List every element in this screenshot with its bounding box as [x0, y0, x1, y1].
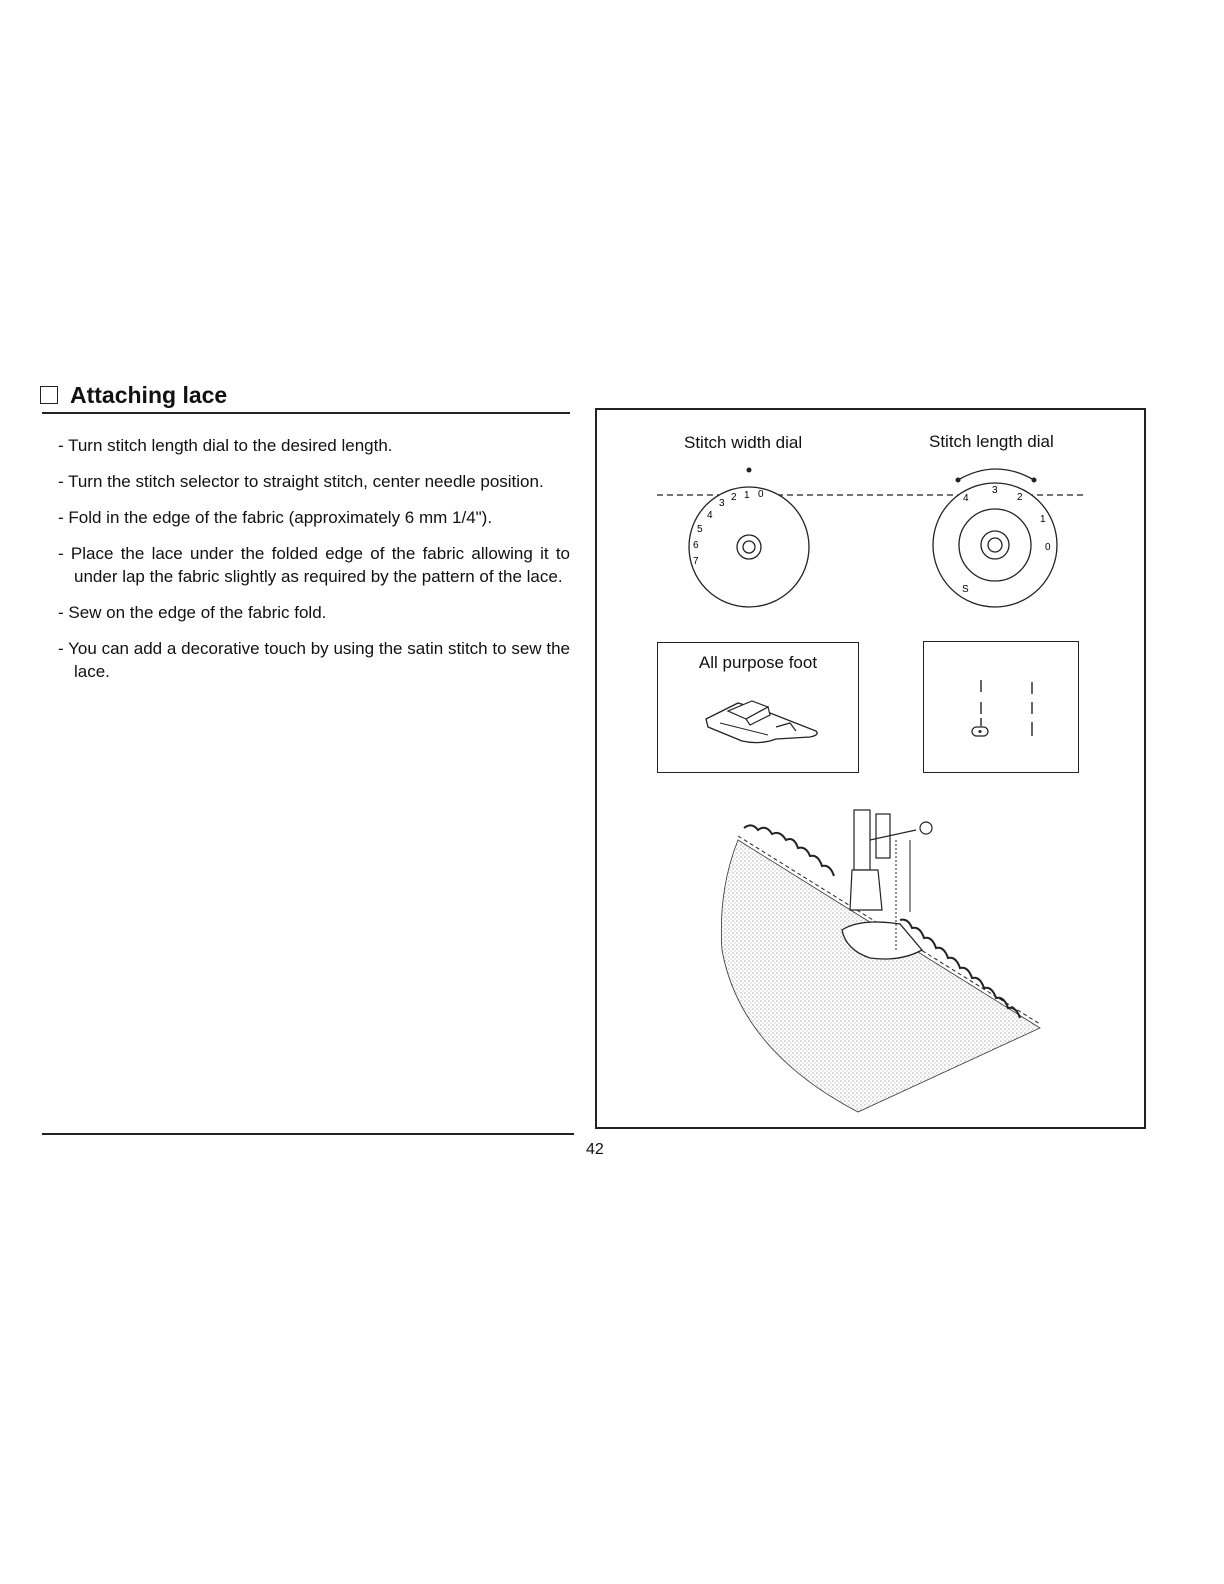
all-purpose-foot-label: All purpose foot [698, 653, 818, 672]
width-dial-marker [747, 468, 752, 473]
width-num-5: 5 [697, 524, 703, 535]
stitch-width-dial-icon [689, 468, 809, 608]
length-dial-range-arc [958, 469, 1034, 480]
length-num-1: 1 [1040, 514, 1046, 525]
lace-sewing-illustration [700, 800, 1060, 1120]
straight-stitch-icon [924, 642, 1080, 774]
instruction-item: - Place the lace under the folded edge of the fabric allowing it to under lap the fabric slightly as required by the pattern of the lace. [58, 544, 570, 586]
stitch-width-dial-label: Stitch width dial [684, 433, 803, 452]
width-num-4: 4 [707, 510, 713, 521]
all-purpose-foot-box [657, 642, 859, 773]
stitch-pattern-box [923, 641, 1079, 773]
width-num-1: 1 [744, 490, 750, 501]
length-num-4: 4 [963, 493, 969, 504]
section-title: Attaching lace [70, 381, 228, 408]
page-number: 42 [586, 1141, 604, 1158]
width-num-0: 0 [758, 489, 764, 500]
length-num-s: S [962, 584, 969, 595]
instruction-item: - You can add a decorative touch by using the satin stitch to sew the lace. [58, 639, 570, 681]
width-num-2: 2 [731, 492, 737, 503]
length-num-0: 0 [1045, 542, 1051, 553]
instruction-item: - Fold in the edge of the fabric (approximately 6 mm 1/4"). [58, 508, 493, 527]
width-num-6: 6 [693, 540, 699, 551]
instruction-item: - Turn stitch length dial to the desired length. [58, 436, 393, 455]
presser-foot-icon [698, 691, 828, 751]
length-num-3: 3 [992, 485, 998, 496]
instruction-item: - Turn the stitch selector to straight stitch, center needle position. [58, 472, 544, 491]
width-num-7: 7 [693, 556, 699, 567]
fabric-shape [721, 840, 1040, 1112]
width-num-3: 3 [719, 498, 725, 509]
stitch-length-dial-icon [933, 469, 1057, 607]
length-num-2: 2 [1017, 492, 1023, 503]
instruction-item: - Sew on the edge of the fabric fold. [58, 603, 327, 622]
stitch-length-dial-label: Stitch length dial [929, 432, 1054, 451]
